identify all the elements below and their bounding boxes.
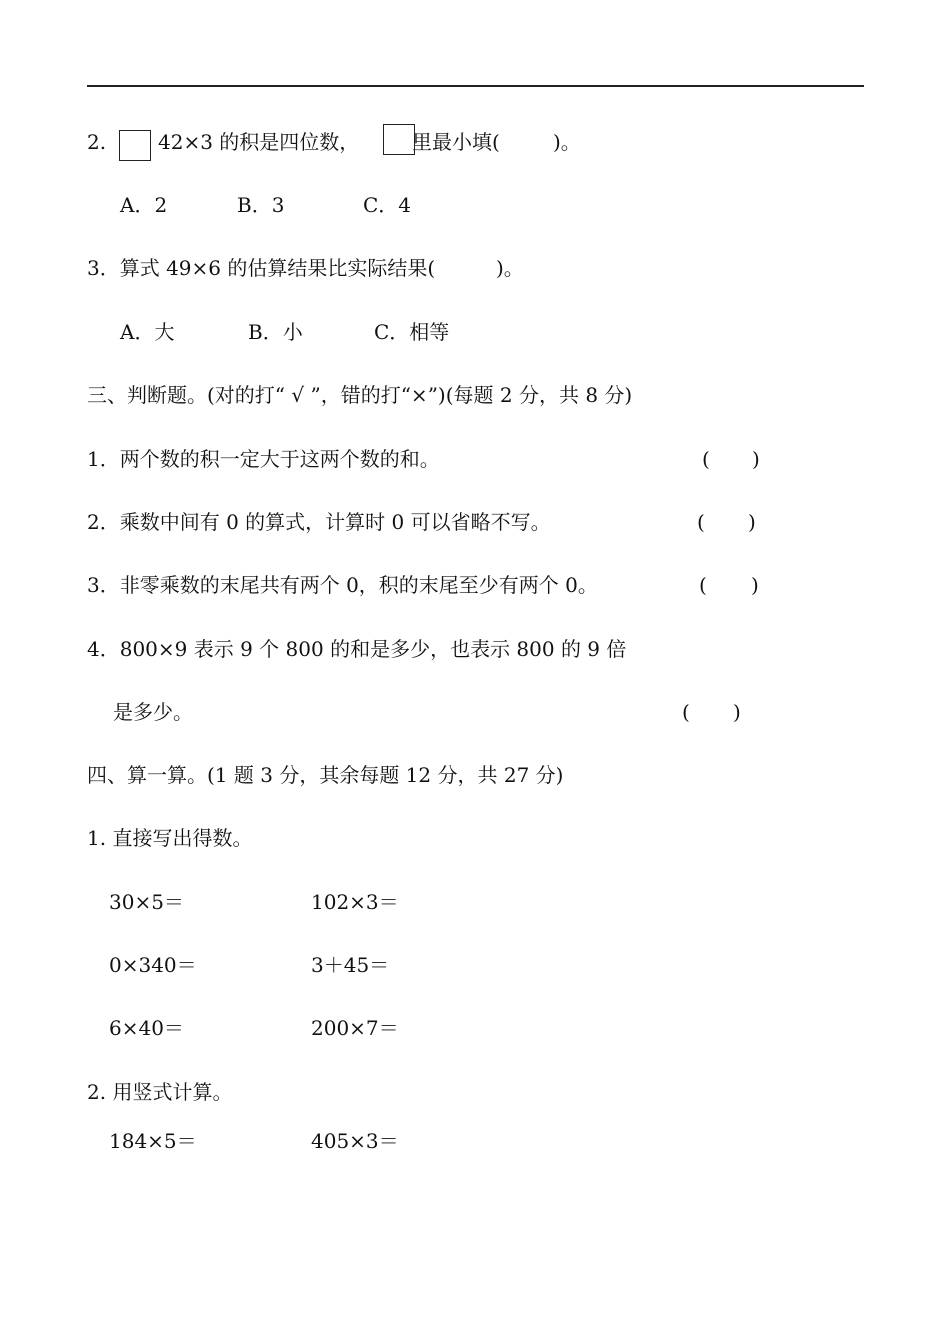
- vertical-calc-item: 184×5＝: [109, 1129, 197, 1153]
- q2-blank-box-1[interactable]: [119, 130, 151, 161]
- q3-option-a[interactable]: A．大: [120, 320, 175, 344]
- judge-3-paren-close[interactable]: ): [751, 573, 759, 597]
- judge-item-4-cont: 是多少。: [113, 700, 193, 724]
- judge-item-2: 2．乘数中间有 0 的算式，计算时 0 可以省略不写。: [87, 510, 551, 534]
- section3-title: 三、判断题。(对的打“ √ ”，错的打“×”)(每题 2 分，共 8 分): [87, 383, 633, 407]
- calc-q1-label: 1. 直接写出得数。: [87, 826, 253, 850]
- judge-3-paren-open[interactable]: (: [699, 573, 707, 597]
- q3-option-b[interactable]: B．小: [248, 320, 303, 344]
- q3-text: 3．算式 49×6 的估算结果比实际结果(: [87, 256, 436, 280]
- q3-close: )。: [496, 256, 524, 280]
- q2-option-b[interactable]: B．3: [237, 193, 285, 217]
- calc-item: 6×40＝: [109, 1016, 184, 1040]
- judge-1-paren-close[interactable]: ): [752, 447, 760, 471]
- q3-option-c[interactable]: C．相等: [374, 320, 450, 344]
- judge-item-4: 4．800×9 表示 9 个 800 的和是多少，也表示 800 的 9 倍: [87, 637, 627, 661]
- q2-blank-box-2[interactable]: [383, 124, 415, 155]
- q2-option-a[interactable]: A．2: [120, 193, 168, 217]
- q2-text-a: 42×3 的积是四位数，: [158, 130, 360, 154]
- q2-option-c[interactable]: C．4: [363, 193, 412, 217]
- q2-text-c: )。: [553, 130, 581, 154]
- calc-item: 0×340＝: [109, 953, 197, 977]
- calc-item: 200×7＝: [311, 1016, 399, 1040]
- calc-q2-label: 2. 用竖式计算。: [87, 1080, 233, 1104]
- calc-item: 102×3＝: [311, 890, 399, 914]
- vertical-calc-item: 405×3＝: [311, 1129, 399, 1153]
- judge-2-paren-close[interactable]: ): [748, 510, 756, 534]
- judge-4-paren-close[interactable]: ): [733, 700, 741, 724]
- q2-number: 2.: [87, 130, 107, 154]
- judge-1-paren-open[interactable]: (: [702, 447, 710, 471]
- top-rule: [87, 85, 864, 87]
- section4-title: 四、算一算。(1 题 3 分，其余每题 12 分，共 27 分): [87, 763, 564, 787]
- judge-item-1: 1．两个数的积一定大于这两个数的和。: [87, 447, 440, 471]
- q2-text-b: 里最小填(: [412, 130, 500, 154]
- judge-item-3: 3．非零乘数的末尾共有两个 0，积的末尾至少有两个 0。: [87, 573, 598, 597]
- calc-item: 3＋45＝: [311, 953, 390, 977]
- calc-item: 30×5＝: [109, 890, 184, 914]
- judge-4-paren-open[interactable]: (: [682, 700, 690, 724]
- judge-2-paren-open[interactable]: (: [697, 510, 705, 534]
